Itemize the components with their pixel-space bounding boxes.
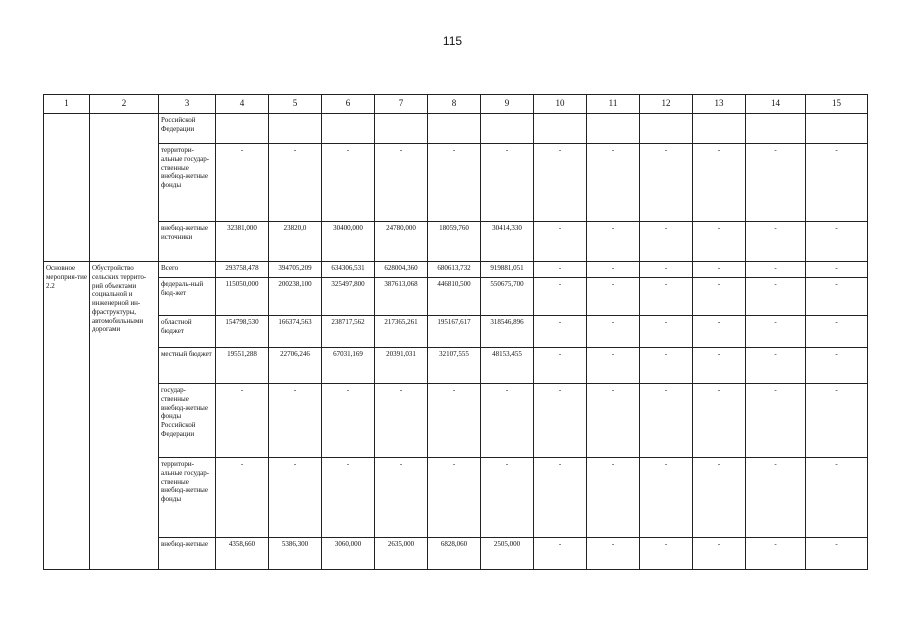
- value-cell: -: [322, 144, 375, 222]
- value-cell: -: [534, 538, 587, 570]
- value-cell: [806, 114, 868, 144]
- value-cell: 919881,051: [481, 262, 534, 278]
- value-cell: -: [640, 222, 693, 262]
- value-cell: -: [746, 458, 806, 538]
- value-cell: -: [746, 538, 806, 570]
- value-cell: 238717,562: [322, 316, 375, 348]
- table-row: [44, 348, 868, 384]
- value-cell: -: [481, 144, 534, 222]
- funding-source-cell: федераль-ный бюд-жет: [159, 278, 216, 316]
- value-cell: [375, 114, 428, 144]
- value-cell: -: [587, 144, 640, 222]
- column-header-4: 4: [216, 95, 269, 114]
- value-cell: -: [806, 262, 868, 278]
- value-cell: 318546,896: [481, 316, 534, 348]
- value-cell: 387613,068: [375, 278, 428, 316]
- table-row: [44, 316, 868, 348]
- column-header-14: 14: [746, 95, 806, 114]
- value-cell: -: [428, 384, 481, 458]
- value-cell: -: [806, 458, 868, 538]
- value-cell: [481, 114, 534, 144]
- value-cell: -: [693, 222, 746, 262]
- funding-source-cell: территори-альные государ-ственные внебюд-жетные фонды: [159, 458, 216, 538]
- value-cell: -: [693, 348, 746, 384]
- value-cell: -: [587, 538, 640, 570]
- value-cell: -: [640, 278, 693, 316]
- value-cell: -: [640, 538, 693, 570]
- value-cell: 30400,000: [322, 222, 375, 262]
- table-row: [44, 144, 868, 222]
- value-cell: -: [534, 316, 587, 348]
- value-cell: -: [481, 458, 534, 538]
- funding-source-cell: государ-ственные внебюд-жетные фонды Российской Федерации: [159, 384, 216, 458]
- value-cell: -: [216, 144, 269, 222]
- funding-source-cell: внебюд-жетные источники: [159, 222, 216, 262]
- column-header-2: 2: [90, 95, 159, 114]
- value-cell: -: [693, 316, 746, 348]
- funding-source-cell: областной бюджет: [159, 316, 216, 348]
- value-cell: 32107,555: [428, 348, 481, 384]
- value-cell: -: [693, 458, 746, 538]
- value-cell: -: [693, 384, 746, 458]
- value-cell: -: [746, 348, 806, 384]
- value-cell: -: [534, 384, 587, 458]
- table-row: [44, 114, 868, 144]
- funding-source-cell: Российской Федерации: [159, 114, 216, 144]
- value-cell: -: [746, 384, 806, 458]
- value-cell: -: [375, 458, 428, 538]
- column-header-12: 12: [640, 95, 693, 114]
- value-cell: 293758,478: [216, 262, 269, 278]
- value-cell: -: [322, 458, 375, 538]
- table-row: [44, 538, 868, 570]
- value-cell: -: [640, 262, 693, 278]
- value-cell: -: [428, 458, 481, 538]
- value-cell: 115050,000: [216, 278, 269, 316]
- value-cell: 30414,330: [481, 222, 534, 262]
- column-header-9: 9: [481, 95, 534, 114]
- value-cell: -: [806, 348, 868, 384]
- value-cell: 550675,700: [481, 278, 534, 316]
- value-cell: 2505,000: [481, 538, 534, 570]
- value-cell: -: [587, 348, 640, 384]
- activity-cell-empty: [44, 114, 90, 262]
- column-header-13: 13: [693, 95, 746, 114]
- value-cell: -: [640, 316, 693, 348]
- column-header-1: 1: [44, 95, 90, 114]
- value-cell: 217365,261: [375, 316, 428, 348]
- value-cell: -: [534, 458, 587, 538]
- value-cell: -: [806, 538, 868, 570]
- column-header-5: 5: [269, 95, 322, 114]
- value-cell: -: [806, 384, 868, 458]
- table-row: [44, 458, 868, 538]
- value-cell: 32381,000: [216, 222, 269, 262]
- value-cell: 195167,617: [428, 316, 481, 348]
- value-cell: -: [806, 222, 868, 262]
- value-cell: 394705,209: [269, 262, 322, 278]
- value-cell: -: [587, 262, 640, 278]
- value-cell: 3060,000: [322, 538, 375, 570]
- value-cell: -: [534, 262, 587, 278]
- value-cell: -: [587, 316, 640, 348]
- value-cell: 20391,031: [375, 348, 428, 384]
- value-cell: -: [269, 458, 322, 538]
- value-cell: 18059,760: [428, 222, 481, 262]
- header-row: [44, 95, 868, 114]
- value-cell: [322, 114, 375, 144]
- value-cell: 23820,0: [269, 222, 322, 262]
- value-cell: -: [806, 278, 868, 316]
- value-cell: 4358,660: [216, 538, 269, 570]
- value-cell: [587, 114, 640, 144]
- value-cell: -: [481, 384, 534, 458]
- value-cell: 24780,000: [375, 222, 428, 262]
- value-cell: -: [640, 458, 693, 538]
- column-header-11: 11: [587, 95, 640, 114]
- value-cell: -: [534, 348, 587, 384]
- value-cell: [216, 114, 269, 144]
- value-cell: -: [693, 278, 746, 316]
- value-cell: -: [216, 384, 269, 458]
- value-cell: [640, 114, 693, 144]
- activity-cell: Основное мероприя-тие 2.2: [44, 262, 90, 570]
- value-cell: 67031,169: [322, 348, 375, 384]
- value-cell: [746, 114, 806, 144]
- value-cell: 5386,300: [269, 538, 322, 570]
- value-cell: 22706,246: [269, 348, 322, 384]
- column-header-6: 6: [322, 95, 375, 114]
- value-cell: -: [375, 144, 428, 222]
- value-cell: -: [746, 222, 806, 262]
- value-cell: 154798,530: [216, 316, 269, 348]
- value-cell: 166374,563: [269, 316, 322, 348]
- value-cell: 628004,360: [375, 262, 428, 278]
- value-cell: 446810,500: [428, 278, 481, 316]
- value-cell: [269, 114, 322, 144]
- funding-source-cell: территори-альные государ-ственные внебюд-жетные фонды: [159, 144, 216, 222]
- value-cell: -: [587, 278, 640, 316]
- value-cell: -: [428, 144, 481, 222]
- value-cell: -: [322, 384, 375, 458]
- value-cell: -: [746, 144, 806, 222]
- value-cell: 19551,288: [216, 348, 269, 384]
- value-cell: -: [375, 384, 428, 458]
- value-cell: 2635,000: [375, 538, 428, 570]
- value-cell: 200238,100: [269, 278, 322, 316]
- budget-table: [43, 94, 868, 570]
- value-cell: -: [534, 144, 587, 222]
- column-header-3: 3: [159, 95, 216, 114]
- table-row: [44, 278, 868, 316]
- page-number: 115: [442, 34, 463, 48]
- value-cell: [534, 114, 587, 144]
- value-cell: 680613,732: [428, 262, 481, 278]
- value-cell: -: [587, 458, 640, 538]
- value-cell: [693, 114, 746, 144]
- column-header-7: 7: [375, 95, 428, 114]
- table-row: [44, 262, 868, 278]
- value-cell: -: [269, 384, 322, 458]
- value-cell: -: [640, 144, 693, 222]
- funding-source-cell: местный бюджет: [159, 348, 216, 384]
- funding-source-cell: Всего: [159, 262, 216, 278]
- value-cell: 634306,531: [322, 262, 375, 278]
- name-cell-empty: [90, 114, 159, 262]
- value-cell: -: [693, 144, 746, 222]
- value-cell: [428, 114, 481, 144]
- value-cell: 6828,060: [428, 538, 481, 570]
- table-row: [44, 222, 868, 262]
- value-cell: -: [693, 538, 746, 570]
- table-row: [44, 384, 868, 458]
- value-cell: -: [746, 278, 806, 316]
- column-header-10: 10: [534, 95, 587, 114]
- value-cell: -: [587, 222, 640, 262]
- value-cell: -: [806, 144, 868, 222]
- funding-source-cell: внебюд-жетные: [159, 538, 216, 570]
- value-cell: -: [640, 348, 693, 384]
- value-cell: -: [216, 458, 269, 538]
- column-header-8: 8: [428, 95, 481, 114]
- value-cell: -: [587, 384, 640, 458]
- value-cell: 48153,455: [481, 348, 534, 384]
- value-cell: -: [534, 222, 587, 262]
- value-cell: -: [806, 316, 868, 348]
- value-cell: -: [693, 262, 746, 278]
- value-cell: 325497,800: [322, 278, 375, 316]
- value-cell: -: [746, 262, 806, 278]
- value-cell: -: [269, 144, 322, 222]
- value-cell: -: [640, 384, 693, 458]
- activity-name-cell: Обустройство сельских террито-рий объектами социальной и инженерной ин-фраструктуры, автомобильными дорогами: [90, 262, 159, 570]
- column-header-15: 15: [806, 95, 868, 114]
- value-cell: -: [746, 316, 806, 348]
- value-cell: -: [534, 278, 587, 316]
